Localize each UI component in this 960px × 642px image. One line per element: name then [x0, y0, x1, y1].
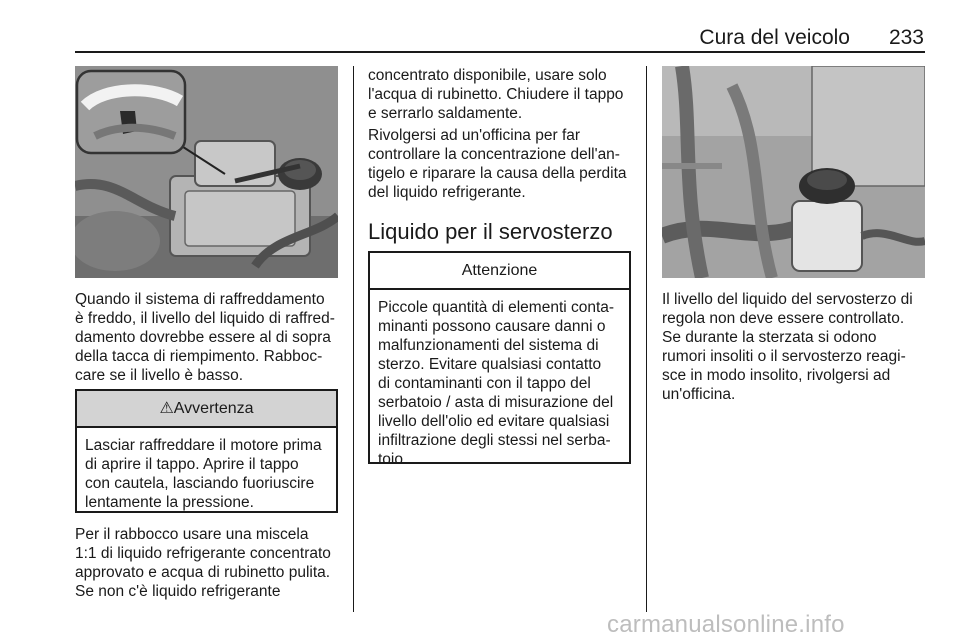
watermark: carmanualsonline.info [607, 611, 845, 638]
text-line: l'acqua di rubinetto. Chiudere il tappo [368, 86, 624, 103]
refill-paragraph [75, 525, 350, 601]
page-number: 233 [888, 26, 924, 49]
text-line: è freddo, il livello del liquido di raffred- [75, 310, 335, 327]
text-line: 1:1 di liquido refrigerante concentrato [75, 545, 331, 562]
power-steering-reservoir-figure [662, 66, 925, 278]
text-line: Se durante la sterzata si odono [662, 329, 877, 346]
coolant-reservoir-figure [75, 66, 338, 278]
text-line: rumori insoliti o il servosterzo reagi- [662, 348, 906, 365]
text-line: con cautela, lasciando fuoriuscire [85, 475, 315, 492]
concentrate-paragraph [368, 66, 638, 123]
text-line: Lasciar raffreddare il motore prima [85, 437, 322, 454]
power-steering-heading: Liquido per il servosterzo [368, 219, 613, 244]
text-line: del liquido refrigerante. [368, 184, 526, 201]
text-line: un'officina. [662, 386, 736, 403]
warning-title: Avvertenza [173, 400, 254, 417]
caution-header: Attenzione [370, 253, 629, 290]
text-line: tigelo e riparare la causa della perdita [368, 165, 627, 182]
header-rule [75, 51, 925, 53]
text-line: approvato e acqua di rubinetto pulita. [75, 564, 331, 581]
column-divider-right [646, 66, 647, 612]
engine-bay-illustration [75, 66, 338, 278]
text-line: Quando il sistema di raffreddamento [75, 291, 325, 308]
section-title: Cura del veicolo [699, 26, 850, 49]
warning-icon: ⚠ [159, 400, 174, 417]
text-line: controllare la concentrazione dell'an- [368, 146, 620, 163]
text-line: Il livello del liquido del servosterzo di [662, 291, 913, 308]
power-steering-paragraph [662, 290, 937, 404]
text-line: lentamente la pressione. [85, 494, 254, 511]
workshop-paragraph [368, 126, 638, 202]
caution-body [370, 290, 629, 469]
text-line: di contaminanti con il tappo del [378, 375, 591, 392]
text-line: regola non deve essere controllato. [662, 310, 905, 327]
caution-box [368, 251, 631, 468]
text-line: livello dell'olio ed evitare qualsiasi [378, 413, 610, 430]
text-line: care se il livello è basso. [75, 367, 243, 384]
coolant-level-paragraph [75, 290, 345, 385]
text-line: damento dovrebbe essere al di sopra [75, 329, 331, 346]
warning-box [75, 389, 338, 513]
text-line: malfunzionamenti del sistema di [378, 337, 599, 354]
text-line: sterzo. Evitare qualsiasi contatto [378, 356, 602, 373]
text-line: serbatoio / asta di misurazione del [378, 394, 614, 411]
steering-reservoir-illustration [662, 66, 925, 278]
warning-body [77, 428, 336, 512]
text-line: Se non c'è liquido refrigerante [75, 583, 281, 600]
column-divider-left [353, 66, 354, 612]
text-line: e serrarlo saldamente. [368, 105, 523, 122]
text-line: Per il rabbocco usare una miscela [75, 526, 309, 543]
warning-header [77, 391, 336, 428]
text-line: sce in modo insolito, rivolgersi ad [662, 367, 891, 384]
text-line: minanti possono causare danni o [378, 318, 606, 335]
text-line: toio. [378, 451, 408, 468]
text-line: concentrato disponibile, usare solo [368, 67, 607, 84]
text-line: della tacca di riempimento. Rabboc- [75, 348, 323, 365]
text-line: di aprire il tappo. Aprire il tappo [85, 456, 299, 473]
text-line: Piccole quantità di elementi conta- [378, 299, 615, 316]
text-line: infiltrazione degli stessi nel serba- [378, 432, 611, 449]
text-line: Rivolgersi ad un'officina per far [368, 127, 581, 144]
